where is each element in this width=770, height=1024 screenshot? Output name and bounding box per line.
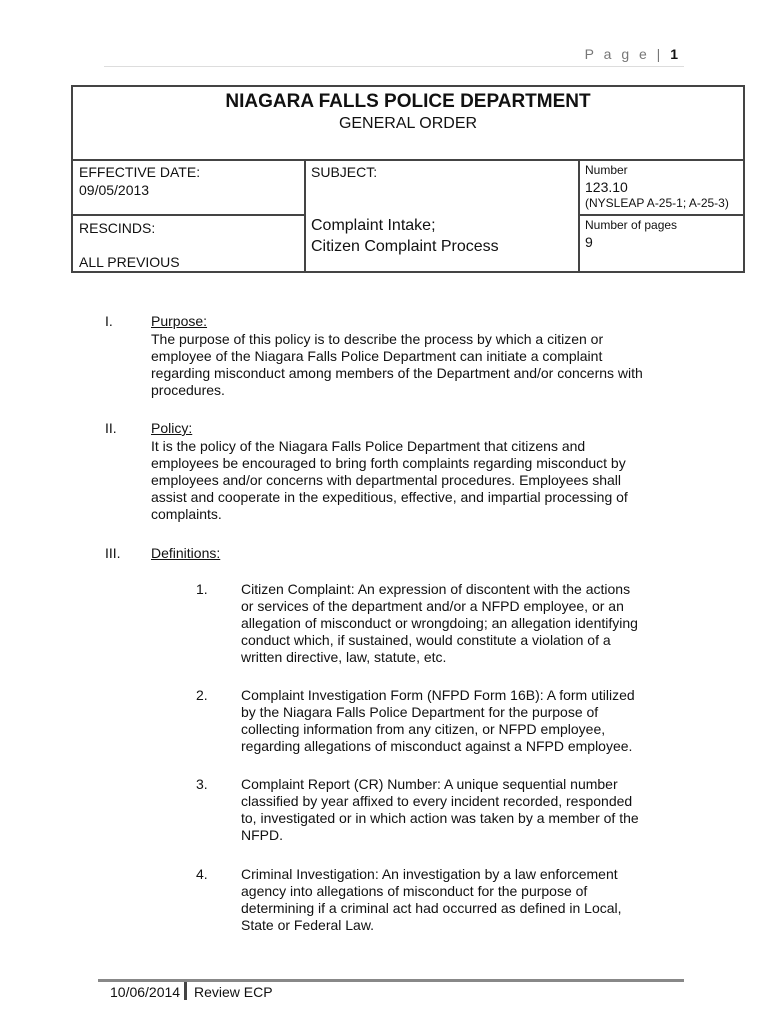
header-rule [104,66,684,67]
number-label: Number [585,163,628,177]
text-line: classified by year affixed to every incident recorded, responded [241,793,633,809]
text-line: It is the policy of the Niagara Falls Police Department that citizens and [151,438,586,454]
text-line: by the Niagara Falls Police Department for the purpose of [241,704,599,720]
definition-item [241,866,622,934]
text-line: assist and cooperate in the expeditious, effective, and impartial processing of [151,489,628,505]
text-line: employees be encouraged to bring forth complaints regarding misconduct by [151,455,626,471]
text-line: Complaint Investigation Form (NFPD Form 16B): A form utilized [241,687,635,703]
text-line: Criminal Investigation: An investigation by a law enforcement [241,866,618,882]
order-type: GENERAL ORDER [338,115,478,132]
section-body-purpose [151,331,643,399]
text-line: allegation of misconduct or wrongdoing; an allegation identifying [241,615,638,631]
text-line: regarding allegations of misconduct against a NFPD employee. [241,738,633,754]
footer-date: 10/06/2014 [110,984,181,1000]
text-line: regarding misconduct among members of the Department and/or concerns with [151,365,643,381]
text-line: agency into allegations of misconduct for the purpose of [241,883,588,899]
effective-date-value: 09/05/2013 [79,182,150,198]
text-line: determining if a criminal act had occurred as defined in Local, [241,900,622,916]
text-line: conduct which, if sustained, would constitute a violation of a [241,632,611,648]
section-heading-purpose: Purpose: [151,313,208,329]
table-divider [73,214,305,216]
effective-date-label: EFFECTIVE DATE: [79,164,201,180]
rescinds-value: ALL PREVIOUS [79,254,180,270]
footer-label: Review ECP [194,984,273,1000]
table-divider [578,214,743,216]
text-line: employees and/or concerns with departmental procedures. Employees shall [151,472,622,488]
pages-value: 9 [585,234,593,250]
rescinds-label: RESCINDS: [79,220,156,236]
definition-number: 1. [196,581,208,597]
text-line: complaints. [151,506,222,522]
section-heading-policy: Policy: [151,420,193,436]
table-divider [578,159,580,273]
text-line: NFPD. [241,827,283,843]
section-numeral: I. [105,313,113,329]
section-body-policy [151,438,628,523]
nysleap-reference: (NYSLEAP A-25-1; A-25-3) [585,196,729,210]
definition-number: 2. [196,687,208,703]
definition-item [241,687,635,755]
subject-line-2: Citizen Complaint Process [311,238,499,255]
text-line: State or Federal Law. [241,917,375,933]
definition-item [241,776,639,844]
page-number: 1 [670,46,678,62]
text-line: Citizen Complaint: An expression of discontent with the actions [241,581,631,597]
text-line: to, investigated or in which action was taken by a member of the [241,810,639,826]
text-line: procedures. [151,382,225,398]
table-divider [304,159,306,273]
definition-item [241,581,638,666]
text-line: or services of the department and/or a NFPD employee, or an [241,598,624,614]
text-line: written directive, law, statute, etc. [241,649,447,665]
subject-line-1: Complaint Intake; [311,217,436,234]
text-line: collecting information from any citizen, or NFPD employee, [241,721,606,737]
section-heading-definitions: Definitions: [151,545,221,561]
subject-label: SUBJECT: [311,164,378,180]
section-numeral: III. [105,545,121,561]
text-line: The purpose of this policy is to describe the process by which a citizen or [151,331,604,347]
text-line: Complaint Report (CR) Number: A unique sequential number [241,776,618,792]
definition-number: 4. [196,866,208,882]
pages-label: Number of pages [585,218,678,232]
general-order-header-table [71,85,745,273]
department-title: NIAGARA FALLS POLICE DEPARTMENT [225,91,591,112]
page-label: P a g e | [584,46,664,62]
text-line: employee of the Niagara Falls Police Department can initiate a complaint [151,348,603,364]
table-divider [73,159,743,161]
page-number-header [585,46,678,62]
definition-number: 3. [196,776,208,792]
order-number: 123.10 [585,179,628,195]
section-numeral: II. [105,420,117,436]
footer-separator [184,982,187,1000]
